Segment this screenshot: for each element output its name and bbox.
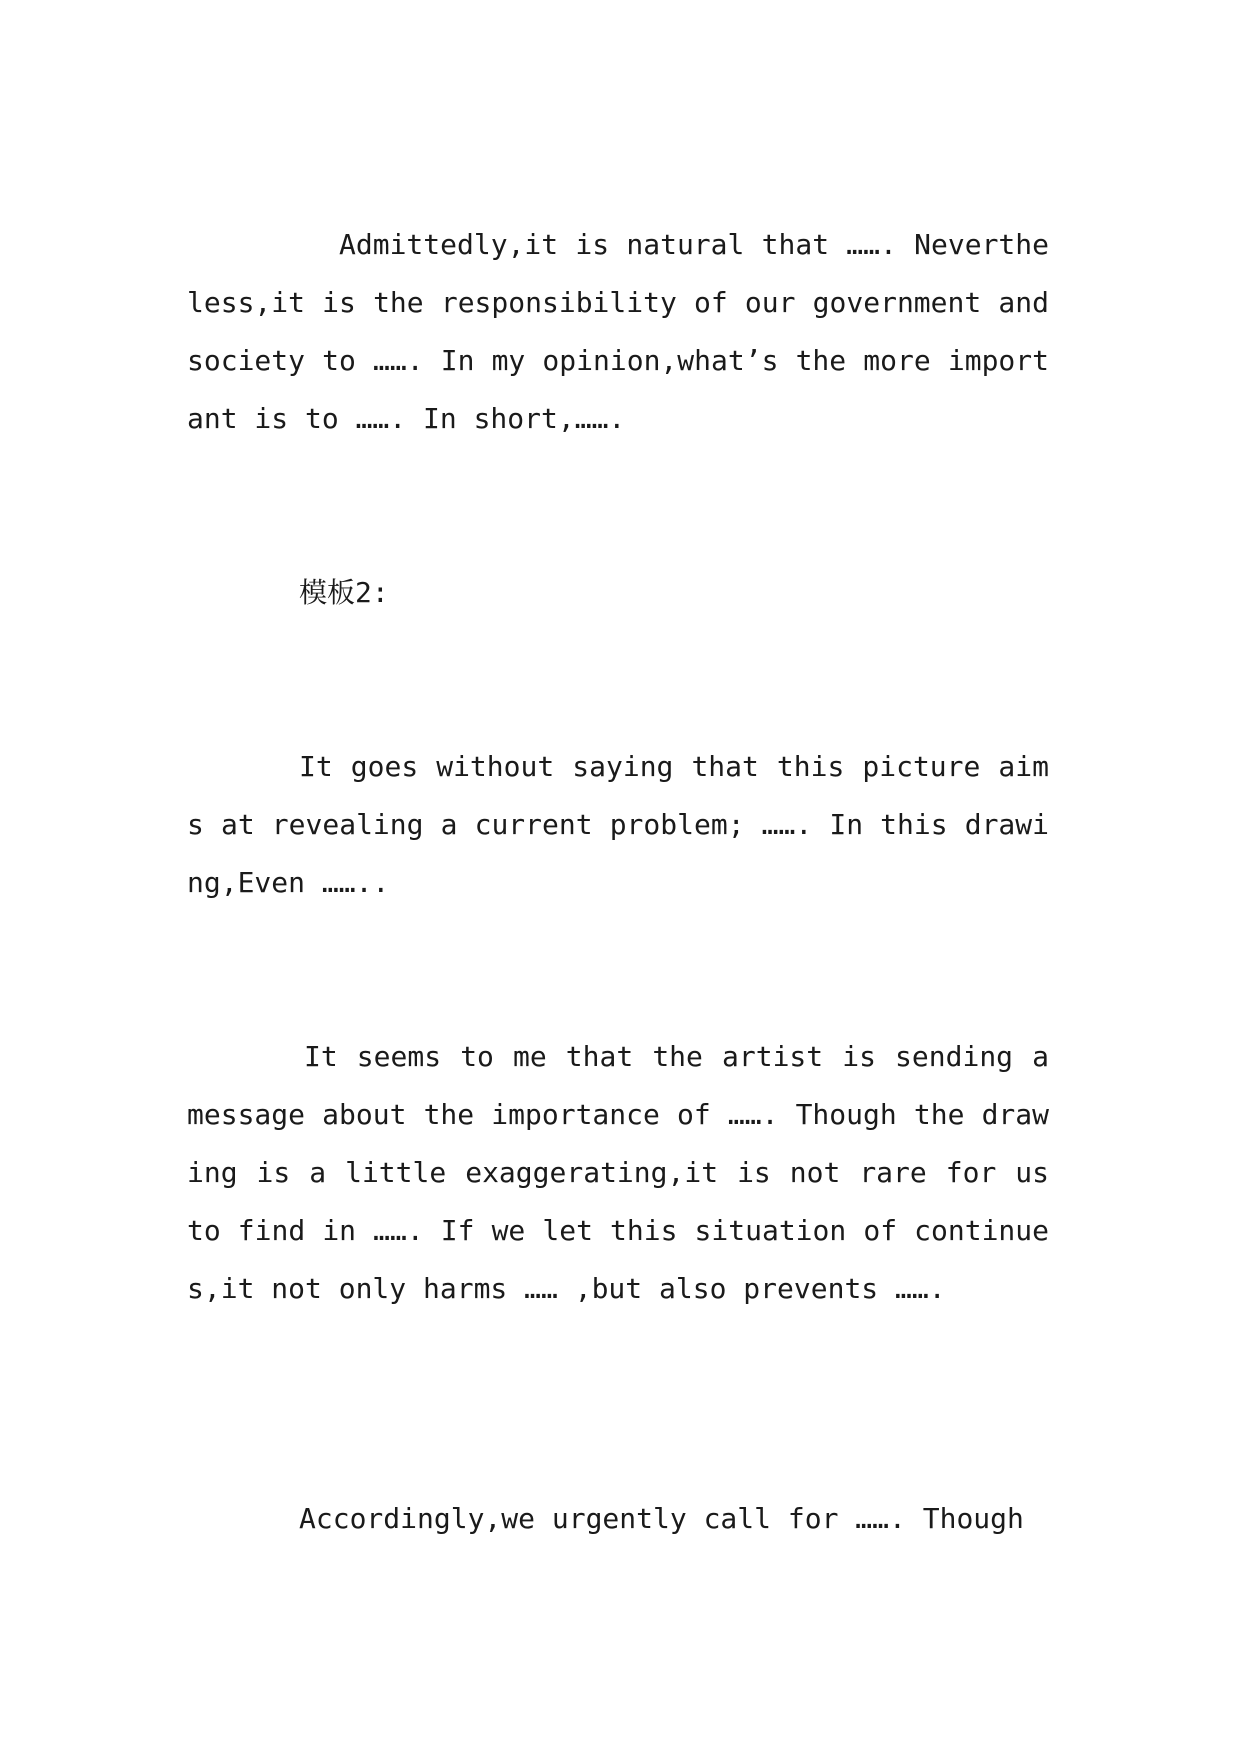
paragraph-conclusion-template: Admittedly,it is natural that ……. Nevertheless,it is the responsibility of our government and society to ……. In my opinion,what’s the more important is to ……. In short,……. <box>187 228 1049 435</box>
paragraph-call-for-action: Accordingly,we urgently call for ……. Though <box>299 1502 1024 1535</box>
template-heading: 模板2: <box>299 576 389 609</box>
paragraph-picture-intro: It goes without saying that this picture aims at revealing a current problem; ……. In this drawing,Even …….. <box>187 750 1049 899</box>
paragraph-artist-message: It seems to me that the artist is sending a message about the importance of ……. Though the drawing is a little exaggerating,it is not rare for us to find in ……. If we let this situation of continues,it not only harms …… ,but also prevents ……. <box>187 1040 1049 1305</box>
